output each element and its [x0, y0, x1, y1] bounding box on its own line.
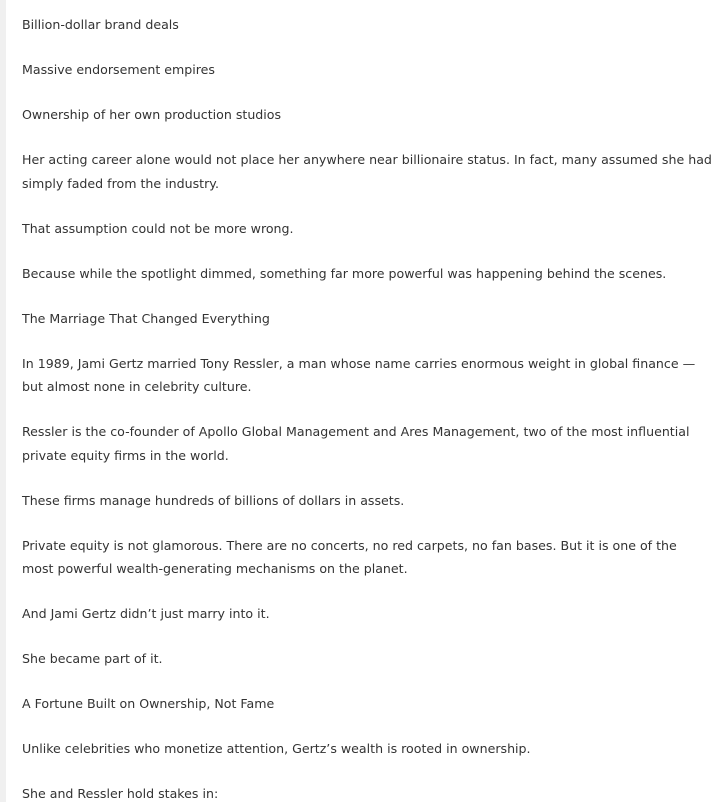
- section-heading-fortune: A Fortune Built on Ownership, Not Fame: [22, 696, 275, 711]
- paragraph-marry-into: And Jami Gertz didn’t just marry into it.: [22, 606, 270, 621]
- paragraph-assets: These firms manage hundreds of billions of dollars in assets.: [22, 492, 405, 508]
- paragraph-1989-marriage: In 1989, Jami Gertz married Tony Ressler, a man whose name carries enormous weight in global finance — but almost none in celebrity culture.: [22, 355, 696, 394]
- article-body: [22, 13, 712, 802]
- left-border: [0, 0, 6, 802]
- paragraph-became-part: She became part of it.: [22, 651, 163, 666]
- list-item-endorsement-empires: Massive endorsement empires: [22, 62, 215, 77]
- list-item-production-studios: Ownership of her own production studios: [22, 107, 282, 122]
- paragraph-ownership: Unlike celebrities who monetize attention, Gertz’s wealth is rooted in ownership.: [22, 741, 531, 756]
- paragraph-stakes: She and Ressler hold stakes in:: [22, 786, 219, 801]
- paragraph-acting-career: Her acting career alone would not place her anywhere near billionaire status. In fact, many assumed she had simply faded from the industry.: [22, 152, 712, 191]
- paragraph-private-equity: Private equity is not glamorous. There are no concerts, no red carpets, no fan bases. But it is one of the most powerful wealth-generating mechanisms on the planet.: [22, 537, 677, 576]
- section-heading-marriage: The Marriage That Changed Everything: [22, 310, 270, 326]
- paragraph-spotlight: Because while the spotlight dimmed, something far more powerful was happening behind the scenes.: [22, 265, 667, 281]
- list-item-brand-deals: Billion-dollar brand deals: [22, 17, 179, 32]
- paragraph-assumption: That assumption could not be more wrong.: [22, 220, 294, 236]
- paragraph-ressler-cofounder: Ressler is the co-founder of Apollo Global Management and Ares Management, two of the most influential private equity firms in the world.: [22, 424, 690, 463]
